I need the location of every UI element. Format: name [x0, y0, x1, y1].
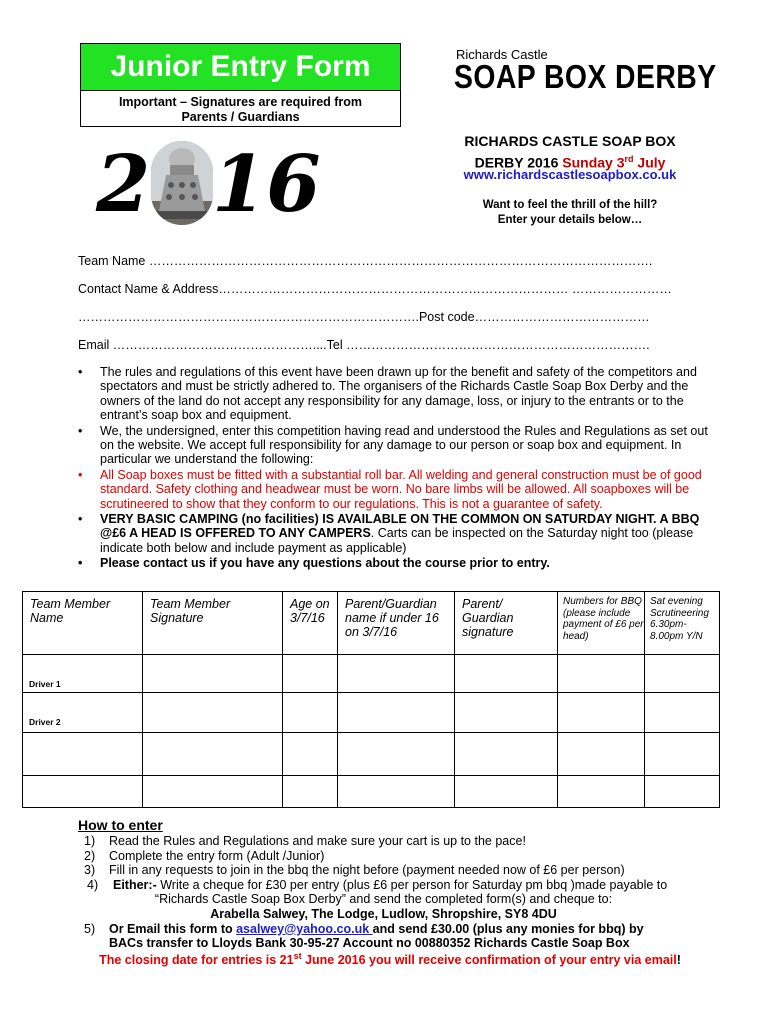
step-item: 2) Complete the entry form (Adult /Junior)	[84, 848, 325, 863]
table-row	[23, 693, 720, 733]
col-header: Sat evening Scrutineering 6.30pm-8.00pm Y/N	[645, 592, 720, 655]
table-cell[interactable]	[283, 733, 338, 776]
how-to-enter-heading: How to enter	[78, 817, 163, 833]
email-link[interactable]: asalwey@yahoo.co.uk	[236, 921, 373, 936]
rules-list	[78, 365, 718, 572]
step-item: 1) Read the Rules and Regulations and make sure your cart is up to the pace!	[84, 834, 526, 848]
rule-item: • The rules and regulations of this event have been drawn up for the benefit and safety of the competitors and spectators and must be strictly adhered to. The organisers of the Richards Castle Soap Box Derby and the owners of the land do not accept any responsibility for any damage, loss, or injury to the entrants or to the entrant’s soap box and equipment.	[78, 365, 718, 423]
rule-item-contact: • Please contact us if you have any questions about the course prior to entry.	[78, 556, 718, 570]
col-header: Numbers for BBQ (please include payment of £6 per head)	[558, 592, 645, 655]
year-digit-left: 2	[96, 139, 151, 230]
table-row	[23, 733, 720, 776]
logo-subtitle: Richards Castle	[456, 47, 548, 62]
table-cell[interactable]	[338, 776, 455, 808]
table-cell[interactable]	[558, 733, 645, 776]
table-cell[interactable]	[455, 733, 558, 776]
signature-note: Important – Signatures are required from Parents / Guardians	[118, 95, 363, 124]
table-cell[interactable]	[283, 776, 338, 808]
table-cell[interactable]	[338, 733, 455, 776]
table-cell[interactable]	[143, 776, 283, 808]
table-row	[23, 655, 720, 693]
website-link[interactable]: www.richardscastlesoapbox.co.uk	[463, 167, 677, 182]
table-cell[interactable]	[645, 655, 720, 693]
table-cell[interactable]	[645, 776, 720, 808]
col-header: Parent/ Guardian signature	[455, 592, 558, 655]
table-cell[interactable]	[558, 693, 645, 733]
table-cell[interactable]	[558, 776, 645, 808]
table-header-row	[23, 592, 720, 655]
bank-details: BACs transfer to Lloyds Bank 30-95-27 Account no 00880352 Richards Castle Soap Box	[109, 936, 630, 951]
steps-list	[78, 834, 718, 951]
dalek-photo	[151, 141, 213, 225]
table-cell[interactable]	[338, 655, 455, 693]
table-cell[interactable]	[283, 655, 338, 693]
table-cell[interactable]	[645, 693, 720, 733]
step-cheque-line: “Richards Castle Soap Box Derby” and send the completed form(s) and cheque to:	[154, 892, 613, 907]
table-cell[interactable]	[283, 693, 338, 733]
table-cell[interactable]	[558, 655, 645, 693]
table-cell[interactable]	[645, 733, 720, 776]
row-label: Driver 2	[23, 693, 143, 733]
postal-address: Arabella Salwey, The Lodge, Ludlow, Shropshire, SY8 4DU	[210, 906, 557, 921]
step-item: 5) Or Email this form to asalwey@yahoo.co.uk and send £30.00 (plus any monies for bbq) by	[84, 921, 644, 936]
closing-date-note: The closing date for entries is 21st June 2016 you will receive confirmation of your entry via email!	[99, 951, 681, 968]
year-digits-right: 16	[212, 139, 321, 230]
contact-field[interactable]: Contact Name & Address………………………………………………………………………… ……………………	[78, 282, 672, 296]
email-tel-field[interactable]: Email …………………………………………....Tel ……………………………………………………………….	[78, 338, 650, 352]
table-row	[23, 776, 720, 808]
team-name-field[interactable]: Team Name ………………………………………………………………………………………………………….	[78, 254, 653, 268]
table-cell[interactable]	[23, 776, 143, 808]
step-item: 4) Either:- Write a cheque for £30 per entry (plus £6 per person for Saturday pm bbq )made payable to	[87, 877, 668, 892]
rule-item: • We, the undersigned, enter this competition having read and understood the Rules and Regulations as set out on the website. We accept full responsibility for any damage to our person or soap box and equipment. In particular we understand the following:	[78, 424, 718, 467]
rule-item-camping: • VERY BASIC CAMPING (no facilities) IS AVAILABLE ON THE COMMON ON SATURDAY NIGHT. A BBQ @£6 A HEAD IS OFFERED TO ANY CAMPERS. Carts can be inspected on the Saturday night too (please indicate both below and include payment as applicable)	[78, 512, 718, 555]
table-cell[interactable]	[143, 655, 283, 693]
form-title: Junior Entry Form	[81, 44, 400, 91]
step-item: 3) Fill in any requests to join in the bbq the night before (payment needed now of £6 per person)	[84, 863, 625, 878]
title-box	[80, 43, 401, 127]
logo-title: SOAP BOX DERBY	[454, 58, 717, 95]
table-cell[interactable]	[455, 776, 558, 808]
table-cell[interactable]	[455, 693, 558, 733]
table-cell[interactable]	[455, 655, 558, 693]
rule-item-safety: • All Soap boxes must be fitted with a substantial roll bar. All welding and general construction must be of good standard. Safety clothing and headwear must be worn. No bare limbs will be allowed. All soapboxes will be scrutineered to show that they conform to our regulations. This is not a guarantee of safety.	[78, 468, 718, 511]
col-header: Team Member Signature	[143, 592, 283, 655]
table-cell[interactable]	[23, 733, 143, 776]
table-cell[interactable]	[338, 693, 455, 733]
col-header: Parent/Guardian name if under 16 on 3/7/16	[338, 592, 455, 655]
table-cell[interactable]	[143, 733, 283, 776]
postcode-field[interactable]: ……………………………………………………………………….Post code……………………………………	[78, 310, 650, 324]
entry-table	[22, 591, 720, 808]
intro-text: Want to feel the thrill of the hill? Enter your details below…	[482, 199, 658, 226]
col-header: Team Member Name	[23, 592, 143, 655]
col-header: Age on 3/7/16	[283, 592, 338, 655]
row-label: Driver 1	[23, 655, 143, 693]
table-cell[interactable]	[143, 693, 283, 733]
event-heading: RICHARDS CASTLE SOAP BOX DERBY 2016 Sunday 3rd July	[464, 133, 676, 171]
